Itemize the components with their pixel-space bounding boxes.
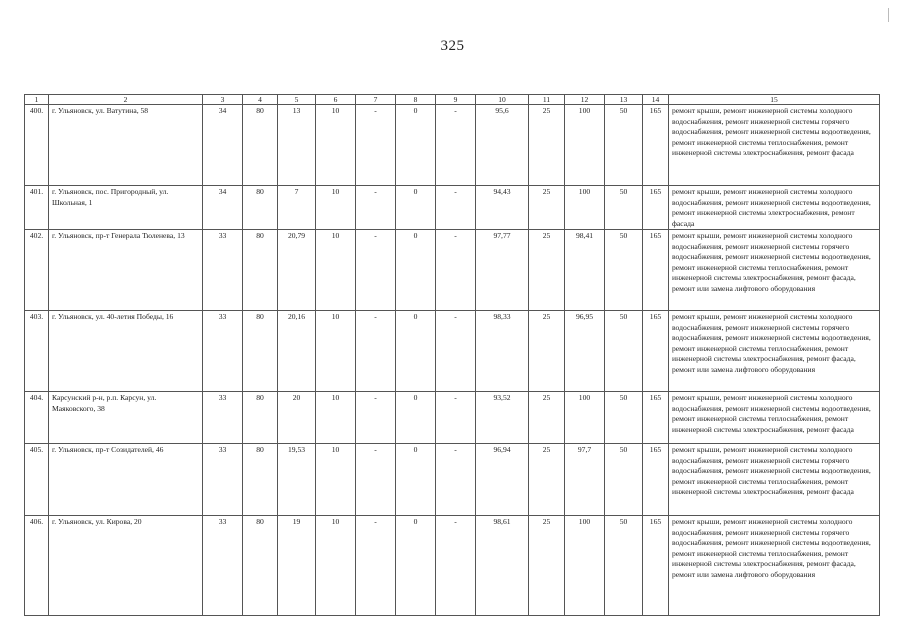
table-cell: 50 — [605, 230, 643, 311]
table-cell: 33 — [203, 311, 243, 392]
table-cell: 10 — [316, 444, 356, 516]
works-description-cell: ремонт крыши, ремонт инженерной системы холодного водоснабжения, ремонт инженерной системы горячего водоснабжения, ремонт инженерной системы водоотведения, ремонт инженерной системы теплоснабжения, ремонт инженерной системы электроснабжения, ремонт фасада, ремонт или замена лифтового оборудования — [669, 230, 880, 311]
table-cell: 0 — [396, 105, 436, 186]
table-row — [25, 105, 880, 186]
works-description-cell: ремонт крыши, ремонт инженерной системы холодного водоснабжения, ремонт инженерной системы горячего водоснабжения, ремонт инженерной системы водоотведения, ремонт инженерной системы теплоснабжения, ремонт инженерной системы электроснабжения, ремонт фасада, ремонт или замена лифтового оборудования — [669, 311, 880, 392]
table-cell: 34 — [203, 105, 243, 186]
table-cell: - — [356, 516, 396, 616]
table-cell: 0 — [396, 444, 436, 516]
table-cell: 100 — [565, 186, 605, 230]
column-header: 5 — [278, 95, 316, 105]
column-header: 4 — [243, 95, 278, 105]
table-cell: 25 — [529, 105, 565, 186]
table-cell: 10 — [316, 516, 356, 616]
table-cell: - — [436, 516, 476, 616]
table-cell: 0 — [396, 311, 436, 392]
table-cell: 165 — [643, 105, 669, 186]
column-header: 8 — [396, 95, 436, 105]
table-cell: 25 — [529, 444, 565, 516]
table-cell: 98,33 — [476, 311, 529, 392]
table-cell: 96,95 — [565, 311, 605, 392]
table-cell: 25 — [529, 311, 565, 392]
works-description-cell: ремонт крыши, ремонт инженерной системы холодного водоснабжения, ремонт инженерной системы водоотведения, ремонт инженерной системы электроснабжения, ремонт фасада — [669, 186, 880, 230]
table-cell: 19 — [278, 516, 316, 616]
page-number: 325 — [440, 38, 465, 54]
table-cell: 80 — [243, 230, 278, 311]
row-number: 403. — [25, 311, 49, 392]
table-cell: - — [436, 105, 476, 186]
address-cell: г. Ульяновск, пр-т Генерала Тюленева, 13 — [49, 230, 203, 311]
address-cell: г. Ульяновск, пос. Пригородный, ул. Школьная, 1 — [49, 186, 203, 230]
table-cell: 25 — [529, 186, 565, 230]
table-cell: 100 — [565, 392, 605, 444]
table-cell: - — [356, 186, 396, 230]
table-cell: 10 — [316, 392, 356, 444]
table-cell: 50 — [605, 105, 643, 186]
works-description-cell: ремонт крыши, ремонт инженерной системы холодного водоснабжения, ремонт инженерной системы горячего водоснабжения, ремонт инженерной системы водоотведения, ремонт инженерной системы теплоснабжения, ремонт инженерной системы электроснабжения, ремонт фасада — [669, 444, 880, 516]
table-cell: - — [356, 230, 396, 311]
table-cell: 33 — [203, 444, 243, 516]
header-row — [25, 95, 880, 105]
row-number: 402. — [25, 230, 49, 311]
table-cell: 165 — [643, 186, 669, 230]
column-header: 12 — [565, 95, 605, 105]
table-cell: 93,52 — [476, 392, 529, 444]
table-cell: 50 — [605, 392, 643, 444]
registry-table — [24, 94, 880, 616]
table-cell: 80 — [243, 392, 278, 444]
address-cell: г. Ульяновск, ул. Ватутина, 58 — [49, 105, 203, 186]
row-number: 401. — [25, 186, 49, 230]
column-header: 11 — [529, 95, 565, 105]
table-cell: 165 — [643, 516, 669, 616]
table-cell: 100 — [565, 516, 605, 616]
row-number: 404. — [25, 392, 49, 444]
table-cell: 34 — [203, 186, 243, 230]
table-cell: 97,77 — [476, 230, 529, 311]
column-header: 2 — [49, 95, 203, 105]
table-cell: 0 — [396, 230, 436, 311]
table-cell: 80 — [243, 444, 278, 516]
table-cell: 50 — [605, 444, 643, 516]
column-header: 7 — [356, 95, 396, 105]
table-row — [25, 230, 880, 311]
table-cell: 10 — [316, 186, 356, 230]
table-cell: 10 — [316, 311, 356, 392]
table-cell: - — [436, 392, 476, 444]
table-row — [25, 392, 880, 444]
table-cell: - — [356, 311, 396, 392]
table-cell: 20,79 — [278, 230, 316, 311]
table-cell: 25 — [529, 392, 565, 444]
column-header: 10 — [476, 95, 529, 105]
column-header: 3 — [203, 95, 243, 105]
column-header: 6 — [316, 95, 356, 105]
table-cell: 0 — [396, 186, 436, 230]
table-cell: 98,41 — [565, 230, 605, 311]
table-row — [25, 186, 880, 230]
works-description-cell: ремонт крыши, ремонт инженерной системы холодного водоснабжения, ремонт инженерной системы горячего водоснабжения, ремонт инженерной системы водоотведения, ремонт инженерной системы теплоснабжения, ремонт инженерной системы электроснабжения, ремонт фасада, ремонт или замена лифтового оборудования — [669, 516, 880, 616]
table-cell: 165 — [643, 392, 669, 444]
table-cell: 94,43 — [476, 186, 529, 230]
table-cell: - — [436, 444, 476, 516]
table-cell: 95,6 — [476, 105, 529, 186]
table-cell: 98,61 — [476, 516, 529, 616]
table-row — [25, 311, 880, 392]
table-cell: 19,53 — [278, 444, 316, 516]
table-cell: 10 — [316, 230, 356, 311]
table-cell: 20,16 — [278, 311, 316, 392]
table-cell: 20 — [278, 392, 316, 444]
table-cell: 165 — [643, 444, 669, 516]
table-cell: 33 — [203, 516, 243, 616]
address-cell: г. Ульяновск, ул. Кирова, 20 — [49, 516, 203, 616]
table-cell: 100 — [565, 105, 605, 186]
column-header: 14 — [643, 95, 669, 105]
table-cell: 33 — [203, 392, 243, 444]
table-row — [25, 516, 880, 616]
table-cell: 0 — [396, 392, 436, 444]
column-header: 1 — [25, 95, 49, 105]
table-cell: - — [436, 230, 476, 311]
table-cell: 50 — [605, 516, 643, 616]
table-cell: 50 — [605, 311, 643, 392]
table-cell: - — [356, 392, 396, 444]
table-cell: 10 — [316, 105, 356, 186]
address-cell: г. Ульяновск, ул. 40-летия Победы, 16 — [49, 311, 203, 392]
table-cell: 7 — [278, 186, 316, 230]
table-cell: - — [356, 444, 396, 516]
table-row — [25, 444, 880, 516]
table-cell: - — [436, 311, 476, 392]
table-cell: 80 — [243, 311, 278, 392]
row-number: 406. — [25, 516, 49, 616]
table-cell: 80 — [243, 105, 278, 186]
table-cell: - — [356, 105, 396, 186]
column-header: 13 — [605, 95, 643, 105]
address-cell: Карсунский р-н, р.п. Карсун, ул. Маяковского, 38 — [49, 392, 203, 444]
table-cell: 25 — [529, 230, 565, 311]
table-cell: 97,7 — [565, 444, 605, 516]
table-cell: 96,94 — [476, 444, 529, 516]
table-cell: - — [436, 186, 476, 230]
works-description-cell: ремонт крыши, ремонт инженерной системы холодного водоснабжения, ремонт инженерной системы водоотведения, ремонт инженерной системы теплоснабжения, ремонт инженерной системы электроснабжения, ремонт фасада — [669, 392, 880, 444]
table-cell: 165 — [643, 311, 669, 392]
table-cell: 165 — [643, 230, 669, 311]
table-cell: 80 — [243, 516, 278, 616]
table-cell: 0 — [396, 516, 436, 616]
column-header: 15 — [669, 95, 880, 105]
column-header: 9 — [436, 95, 476, 105]
table-cell: 13 — [278, 105, 316, 186]
row-number: 405. — [25, 444, 49, 516]
row-number: 400. — [25, 105, 49, 186]
table-cell: 25 — [529, 516, 565, 616]
table-cell: 33 — [203, 230, 243, 311]
address-cell: г. Ульяновск, пр-т Созидателей, 46 — [49, 444, 203, 516]
works-description-cell: ремонт крыши, ремонт инженерной системы холодного водоснабжения, ремонт инженерной системы горячего водоснабжения, ремонт инженерной системы водоотведения, ремонт инженерной системы теплоснабжения, ремонт инженерной системы электроснабжения, ремонт фасада — [669, 105, 880, 186]
table-cell: 80 — [243, 186, 278, 230]
table-cell: 50 — [605, 186, 643, 230]
page-edge-mark — [888, 8, 899, 22]
